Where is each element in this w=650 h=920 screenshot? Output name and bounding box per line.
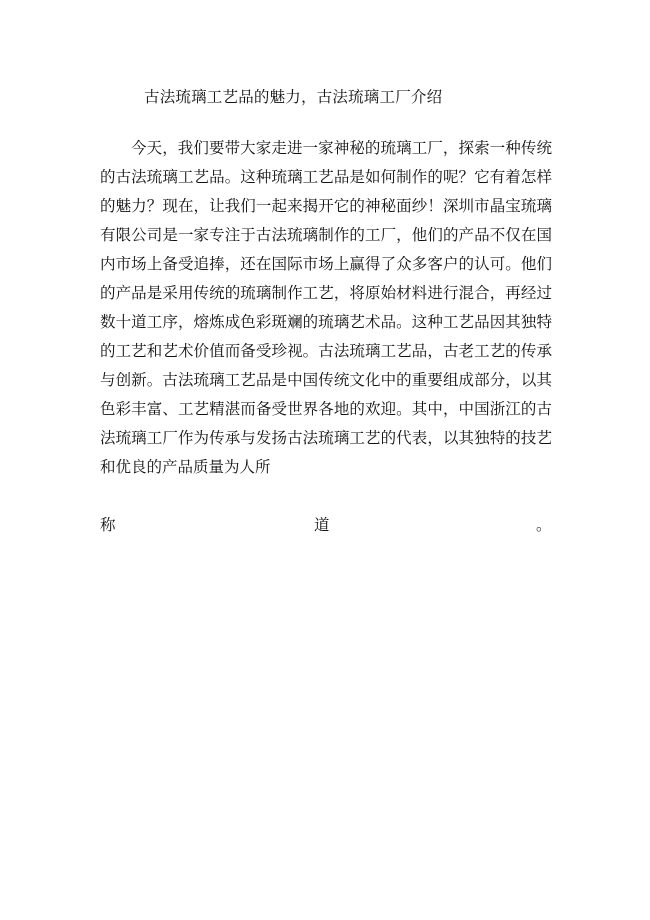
document-last-line [100, 511, 552, 540]
document-title: 古法琉璃工艺品的魅力，古法琉璃工厂介绍 [144, 88, 443, 106]
last-line-char-1: 称 [100, 516, 116, 534]
last-line-char-2: 道 [314, 516, 330, 534]
last-line-char-3: 。 [536, 516, 552, 534]
document-body-paragraph: 今天，我们要带大家走进一家神秘的琉璃工厂，探索一种传统的古法琉璃工艺品。这种琉璃工艺品是如何制作的呢？它有着怎样的魅力？现在，让我们一起来揭开它的神秘面纱！深圳市晶宝琉璃有限公司是一家专注于古法琉璃制作的工厂，他们的产品不仅在国内市场上备受追捧，还在国际市场上赢得了众多客户的认可。他们的产品是采用传统的琉璃制作工艺，将原始材料进行混合，再经过数十道工序，熔炼成色彩斑斓的琉璃艺术品。这种工艺品因其独特的工艺和艺术价值而备受珍视。古法琉璃工艺品，古老工艺的传承与创新。古法琉璃工艺品是中国传统文化中的重要组成部分，以其色彩丰富、工艺精湛而备受世界各地的欢迎。其中，中国浙江的古法琉璃工厂作为传承与发扬古法琉璃工艺的代表，以其独特的技艺和优良的产品质量为人所 [100, 139, 552, 476]
